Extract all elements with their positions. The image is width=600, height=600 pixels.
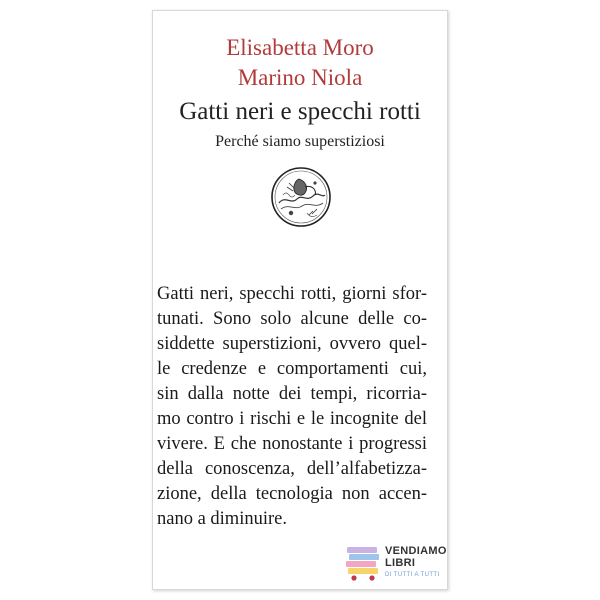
back-cover-blurb xyxy=(157,282,427,532)
badge-line: LIBRI xyxy=(385,557,416,569)
blurb-line: nano a diminuire. xyxy=(157,509,287,529)
blurb-line: le credenze e comportamenti cui, xyxy=(157,359,427,379)
blurb-line: zione, della tecnologia non accen- xyxy=(157,484,427,504)
badge-line: VENDIAMO xyxy=(385,545,447,557)
author-name: Elisabetta Moro xyxy=(226,35,374,60)
book-cover xyxy=(152,10,448,590)
blurb-line: mo contro i rischi e le incognite del xyxy=(157,409,427,429)
book-title: Gatti neri e specchi rotti xyxy=(179,98,421,125)
blurb-line: siddette superstizioni, ovvero quel- xyxy=(157,334,427,354)
publisher-emblem-engraving-icon xyxy=(269,165,333,229)
blurb-line: vivere. E che nonostante i progressi xyxy=(157,434,427,454)
stacked-books-cart-icon xyxy=(345,545,381,583)
blurb-line: Gatti neri, specchi rotti, giorni sfor- xyxy=(157,284,427,304)
vendiamo-libri-badge xyxy=(345,541,445,589)
badge-title xyxy=(385,545,447,569)
authors xyxy=(153,33,447,93)
author-name: Marino Niola xyxy=(237,65,363,90)
blurb-line: sin dalla notte dei tempi, ricorria- xyxy=(157,384,427,404)
book-subtitle: Perché siamo superstiziosi xyxy=(215,133,385,150)
blurb-line: della conoscenza, dell’alfabetizza- xyxy=(157,459,427,479)
badge-tagline: DI TUTTI A TUTTI xyxy=(385,572,440,578)
blurb-line: tunati. Sono solo alcune delle co- xyxy=(157,309,427,329)
